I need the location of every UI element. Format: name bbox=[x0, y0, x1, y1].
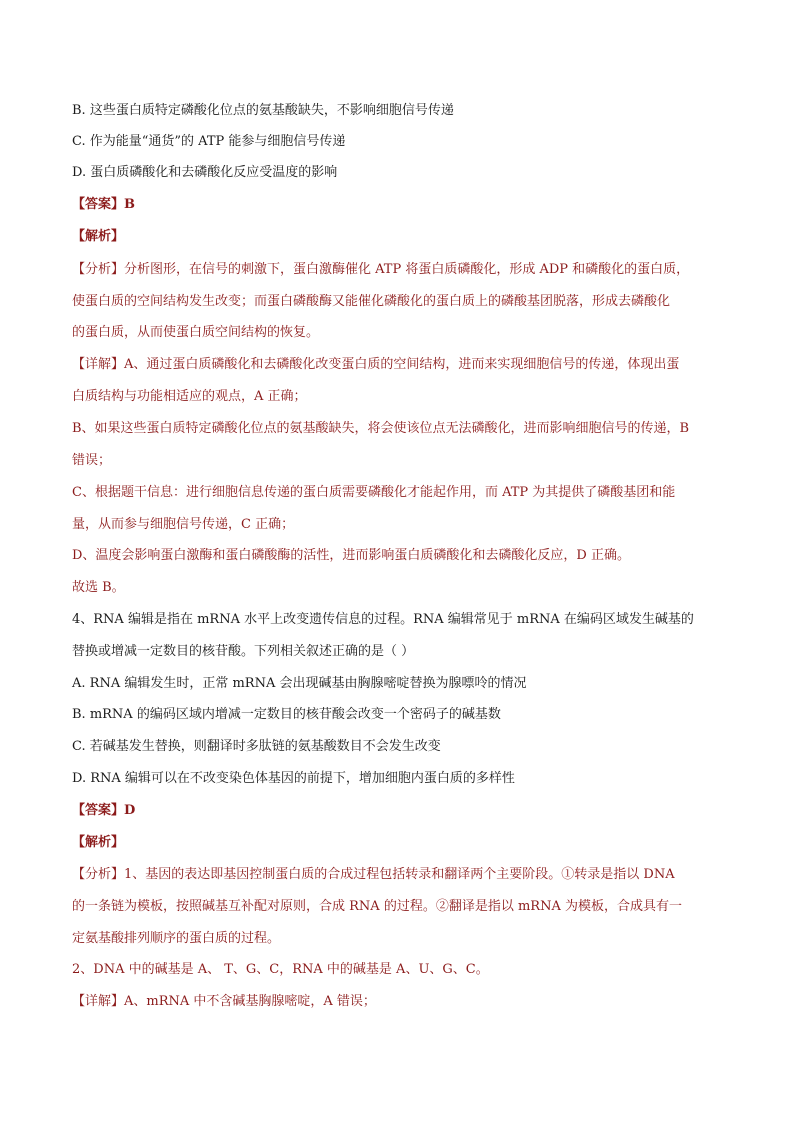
detail-line-1: 【详解】A、通过蛋白质磷酸化和去磷酸化改变蛋白质的空间结构，进而来实现细胞信号的传递，体现出蛋 bbox=[72, 357, 680, 372]
question-4-line-1: 4、RNA 编辑是指在 mRNA 水平上改变遗传信息的过程。RNA 编辑常见于 mRNA 在编码区域发生碱基的 bbox=[72, 612, 694, 627]
analysis2-line-2: 的一条链为模板，按照碱基互补配对原则，合成 RNA 的过程。②翻译是指以 mRNA 为模板，合成具有一 bbox=[72, 899, 682, 914]
option-c-line: C. 作为能量“通货”的 ATP 能参与细胞信号传递 bbox=[72, 134, 346, 149]
analysis2-line-3: 定氨基酸排列顺序的蛋白质的过程。 bbox=[72, 931, 281, 946]
option-d-line: D. 蛋白质磷酸化和去磷酸化反应受温度的影响 bbox=[72, 165, 338, 180]
detail-line-2: 白质结构与功能相适应的观点，A 正确； bbox=[72, 389, 307, 404]
detail-line-6: 量，从而参与细胞信号传递，C 正确； bbox=[72, 517, 295, 532]
option-a-line: A. RNA 编辑发生时，正常 mRNA 会出现碱基由胸腺嘧啶替换为腺嘌呤的情况 bbox=[72, 676, 527, 691]
analysis-line-1: 【分析】分析图形，在信号的刺激下，蛋白激酶催化 ATP 将蛋白质磷酸化，形成 ADP 和磷酸化的蛋白质， bbox=[72, 262, 690, 277]
option-d-line-2: D. RNA 编辑可以在不改变染色体基因的前提下，增加细胞内蛋白质的多样性 bbox=[72, 771, 515, 786]
detail2-line-1: 【详解】A、mRNA 中不含碱基胸腺嘧啶，A 错误； bbox=[72, 994, 376, 1009]
option-b-line-2: B. mRNA 的编码区域内增减一定数目的核苷酸会改变一个密码子的碱基数 bbox=[72, 707, 501, 722]
analysis-line-3: 的蛋白质，从而使蛋白质空间结构的恢复。 bbox=[72, 325, 320, 340]
conclusion-line: 故选 B。 bbox=[72, 580, 125, 595]
answer-label: 【答案】B bbox=[72, 197, 135, 212]
detail-line-5: C、根据题干信息：进行细胞信息传递的蛋白质需要磷酸化才能起作用，而 ATP 为其提供了磷酸基团和能 bbox=[72, 485, 676, 500]
option-c-line-2: C. 若碱基发生替换，则翻译时多肽链的氨基酸数目不会发生改变 bbox=[72, 739, 441, 754]
detail-line-3: B、如果这些蛋白质特定磷酸化位点的氨基酸缺失，将会使该位点无法磷酸化，进而影响细胞信号的传递，B bbox=[72, 421, 690, 436]
analysis-heading: 【解析】 bbox=[72, 229, 125, 244]
detail-line-4: 错误； bbox=[72, 453, 112, 468]
answer-label-2: 【答案】D bbox=[72, 803, 136, 818]
option-b-line: B. 这些蛋白质特定磷酸化位点的氨基酸缺失，不影响细胞信号传递 bbox=[72, 103, 454, 118]
analysis2-line-4: 2、DNA 中的碱基是 A、 T、G、C，RNA 中的碱基是 A、U、G、C。 bbox=[72, 962, 489, 977]
analysis-line-2: 使蛋白质的空间结构发生改变；而蛋白磷酸酶又能催化磷酸化的蛋白质上的磷酸基团脱落，形成去磷酸化 bbox=[72, 294, 671, 309]
analysis2-line-1: 【分析】1、基因的表达即基因控制蛋白质的合成过程包括转录和翻译两个主要阶段。①转录是指以 DNA bbox=[72, 867, 675, 882]
question-4-line-2: 替换或增减一定数目的核苷酸。下列相关叙述正确的是（ ） bbox=[72, 644, 415, 659]
detail-line-7: D、温度会影响蛋白激酶和蛋白磷酸酶的活性，进而影响蛋白质磷酸化和去磷酸化反应，D 正确。 bbox=[72, 548, 630, 563]
analysis-heading-2: 【解析】 bbox=[72, 835, 125, 850]
